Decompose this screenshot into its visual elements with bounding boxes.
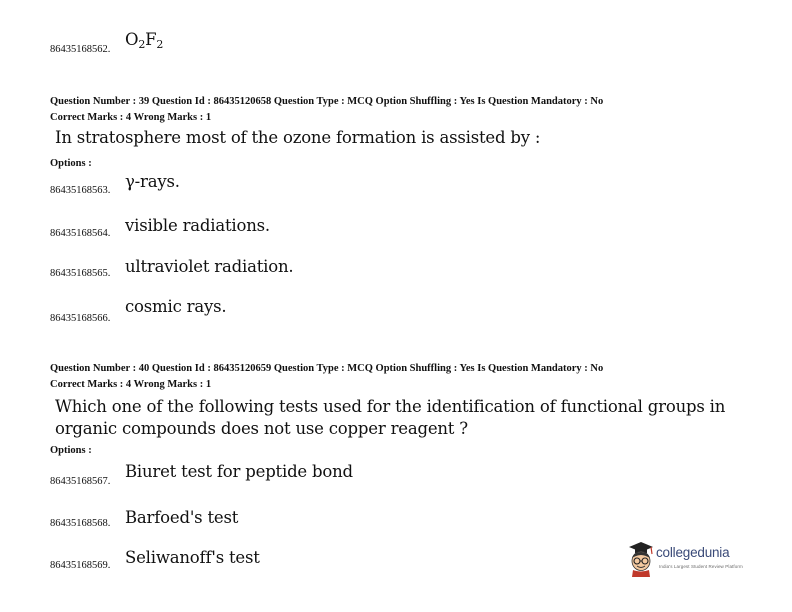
option-text: ultraviolet radiation. bbox=[125, 257, 294, 276]
option-id: 86435168564. bbox=[50, 228, 111, 239]
option-formula: $O_2F_2$ bbox=[125, 30, 164, 51]
option-text: Barfoed's test bbox=[125, 508, 239, 527]
question-text: Which one of the following tests used for the identification of functional groups in organic compounds does not use copper reagent ? bbox=[55, 397, 726, 438]
option-id: 86435168569. bbox=[50, 560, 111, 571]
option-id: 86435168567. bbox=[50, 476, 111, 487]
question-meta: Question Number : 39 Question Id : 86435120658 Question Type : MCQ Option Shuffling : Yes Is Question Mandatory : No bbox=[50, 96, 604, 107]
options-label: Options : bbox=[50, 445, 92, 456]
option-id: 86435168562. bbox=[50, 44, 111, 55]
option-id: 86435168563. bbox=[50, 185, 111, 196]
collegedunia-logo bbox=[626, 540, 766, 580]
logo-wordmark: collegedunia bbox=[656, 545, 730, 560]
option-text: Biuret test for peptide bond bbox=[125, 462, 353, 481]
question-marks: Correct Marks : 4 Wrong Marks : 1 bbox=[50, 112, 212, 123]
option-id: 86435168568. bbox=[50, 518, 111, 529]
question-meta: Question Number : 40 Question Id : 86435120659 Question Type : MCQ Option Shuffling : Yes Is Question Mandatory : No bbox=[50, 363, 604, 374]
option-text: γ-rays. bbox=[125, 172, 180, 191]
option-text: cosmic rays. bbox=[125, 297, 227, 316]
option-text: Seliwanoff's test bbox=[125, 548, 260, 567]
graduate-mascot-icon bbox=[626, 540, 656, 578]
logo-tagline: India's Largest Student Review Platform bbox=[659, 564, 743, 569]
option-text: visible radiations. bbox=[125, 216, 270, 235]
question-text: In stratosphere most of the ozone formation is assisted by : bbox=[55, 128, 541, 147]
question-marks: Correct Marks : 4 Wrong Marks : 1 bbox=[50, 379, 212, 390]
option-id: 86435168566. bbox=[50, 313, 111, 324]
options-label: Options : bbox=[50, 158, 92, 169]
option-id: 86435168565. bbox=[50, 268, 111, 279]
